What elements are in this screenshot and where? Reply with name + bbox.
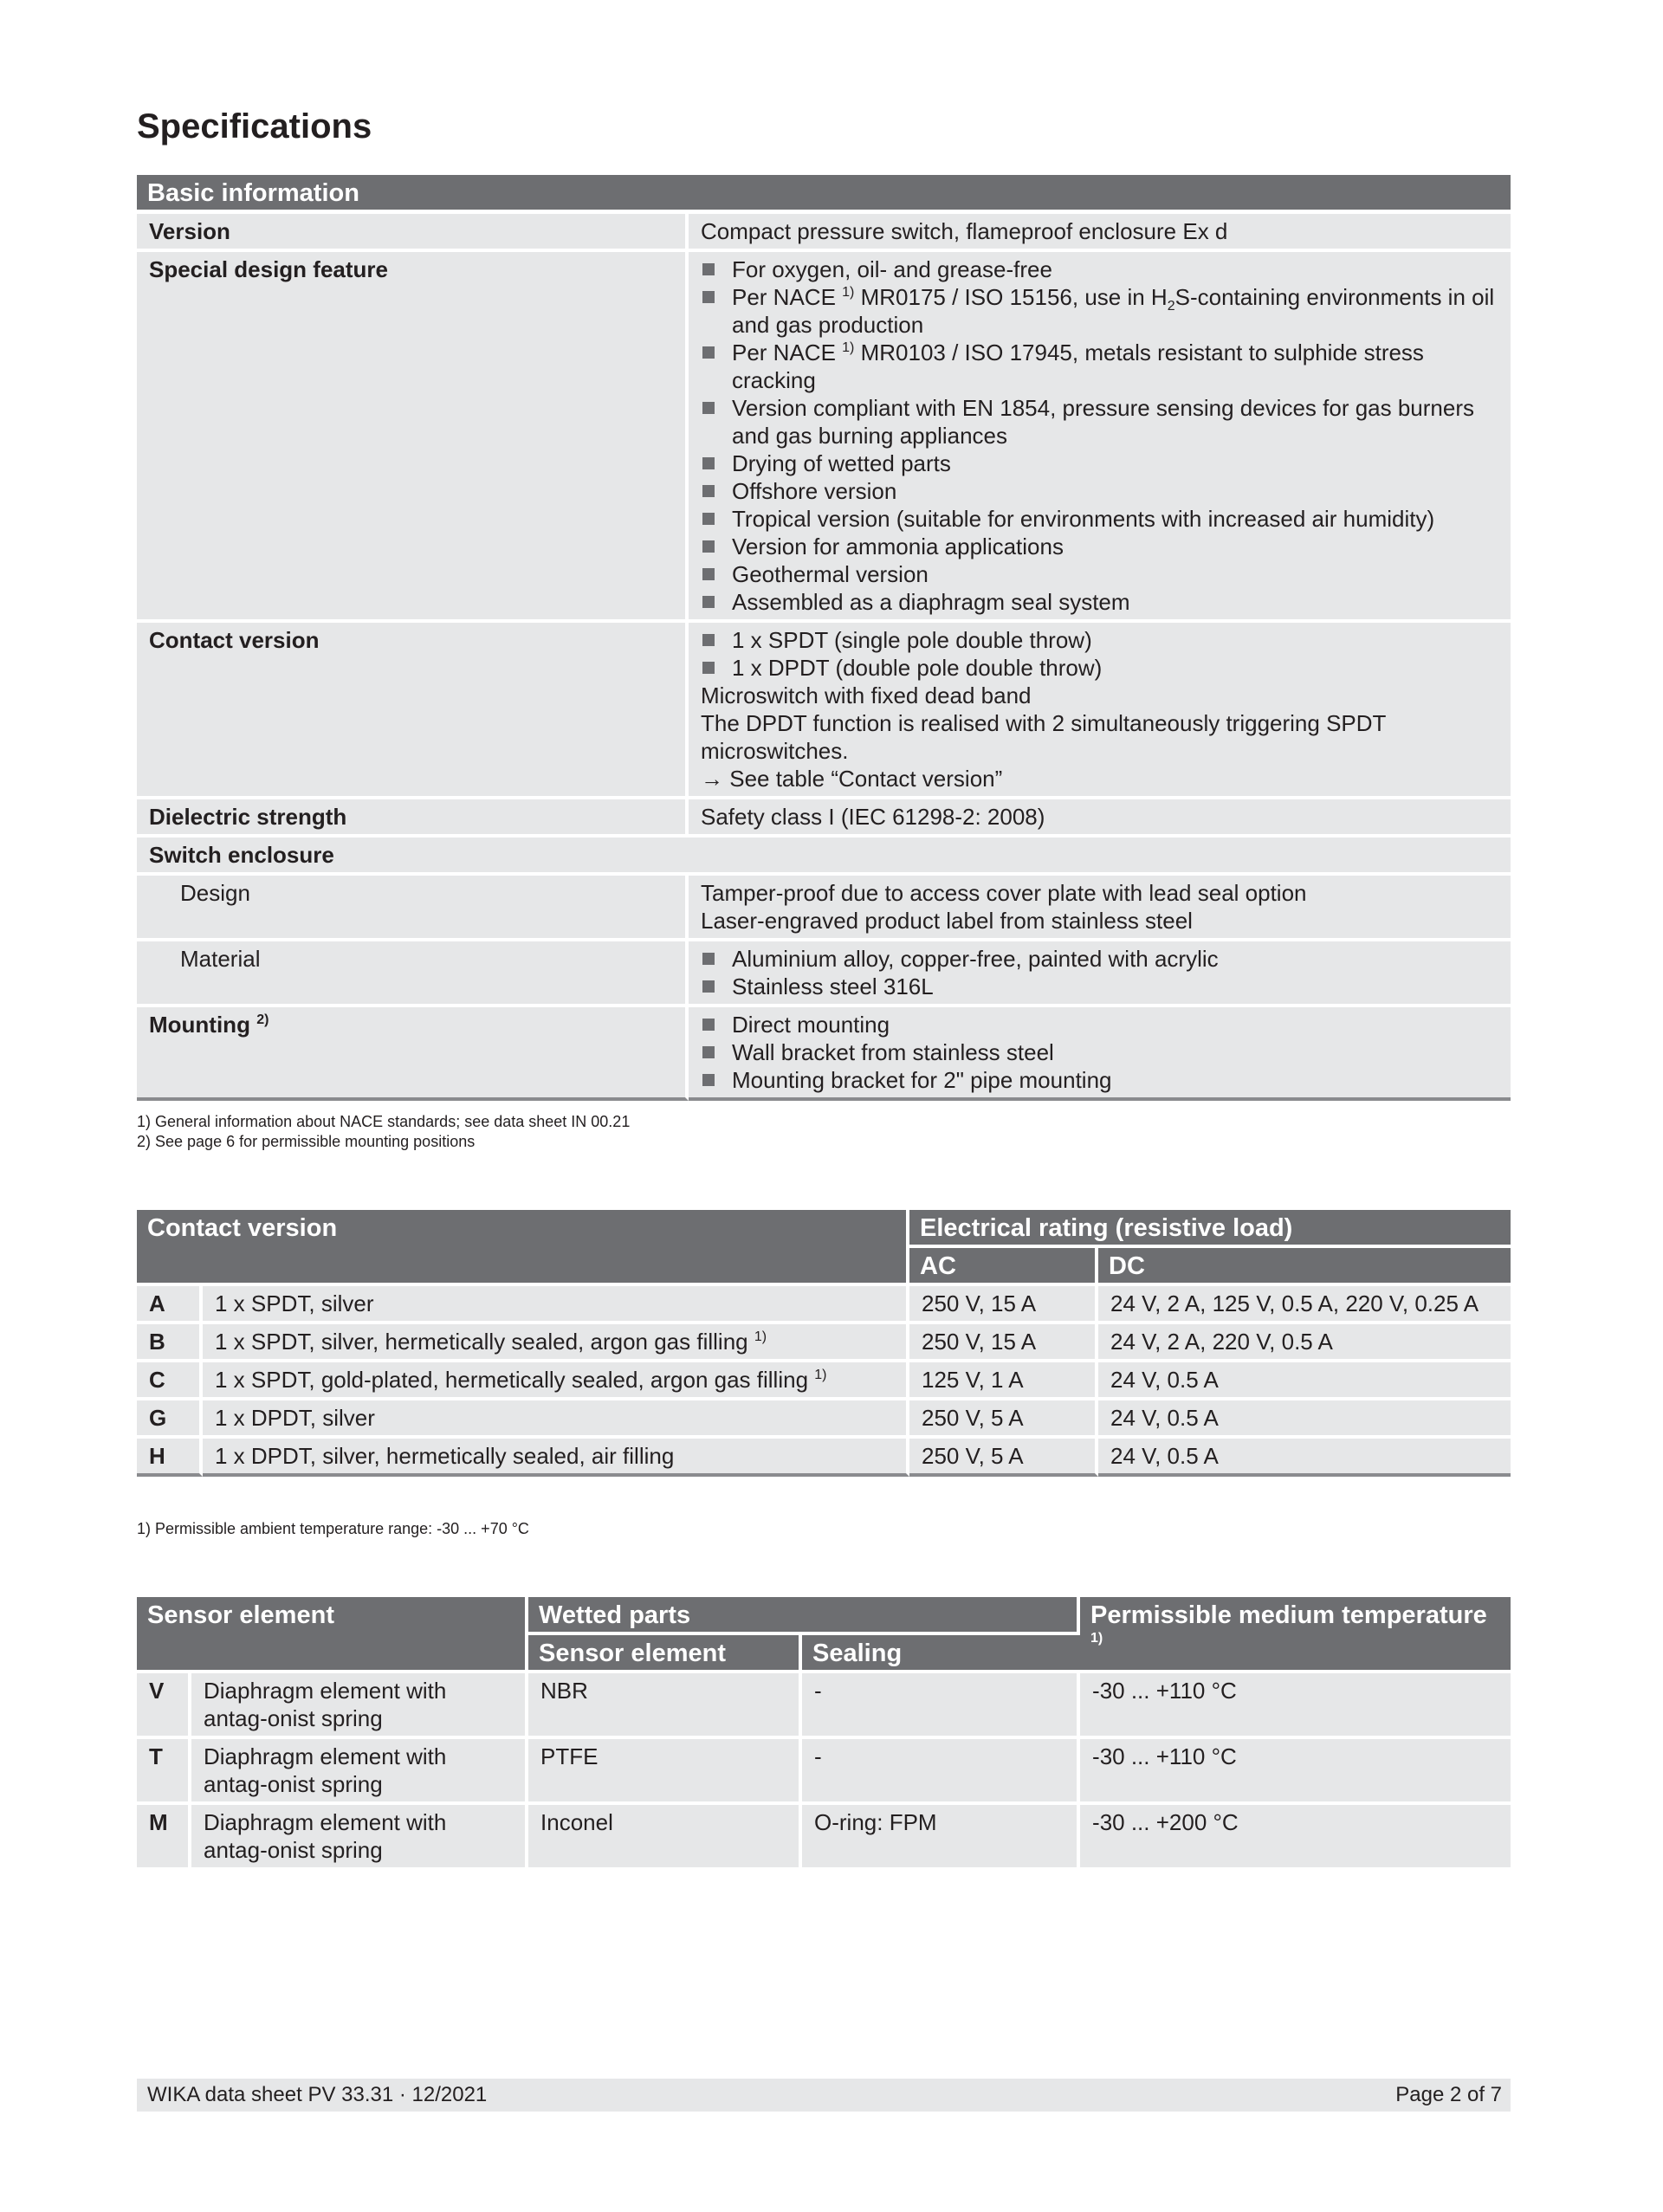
- table-cell: 1 x SPDT (single pole double throw) 1 x DPDT (double pole double throw) Microswitch with fixed dead band The DPDT function is realised with 2 simultaneously triggering SPDT microswitches. → See table “Contact version”: [689, 623, 1511, 799]
- table-cell: Direct mounting Wall bracket from stainless steel Mounting bracket for 2" pipe mounting: [689, 1007, 1511, 1101]
- table-cell: 24 V, 0.5 A: [1098, 1400, 1511, 1439]
- table-cell: PTFE: [528, 1739, 802, 1805]
- table-cell: Diaphragm element with antag-onist spring: [191, 1673, 528, 1739]
- column-header: DC: [1098, 1248, 1511, 1286]
- table-cell: -: [802, 1673, 1080, 1739]
- table-cell: 250 V, 15 A: [909, 1324, 1098, 1362]
- see-table-reference: → See table “Contact version”: [701, 766, 1003, 792]
- table-cell: 1 x SPDT, silver: [203, 1286, 909, 1324]
- table-header: Sensor element: [137, 1597, 528, 1673]
- table-cell: B: [137, 1324, 203, 1362]
- footnotes: 1) General information about NACE standards; see data sheet IN 00.21 2) See page 6 for permissible mounting positions: [137, 1113, 631, 1150]
- table-cell: 1 x SPDT, gold-plated, hermetically sealed, argon gas filling $^{1)}$: [203, 1362, 909, 1400]
- table-row: [137, 1400, 1511, 1439]
- table-cell: T: [137, 1739, 191, 1805]
- table-cell: 250 V, 5 A: [909, 1400, 1098, 1439]
- table-cell: Compact pressure switch, flameproof enclosure Ex d: [689, 214, 1511, 252]
- datasheet-id: WIKA data sheet PV 33.31 · 12/2021: [147, 2083, 488, 2106]
- table-cell: -30 ... +110 °C: [1080, 1673, 1511, 1739]
- table-cell: H: [137, 1439, 203, 1477]
- table-cell: Version: [137, 214, 689, 252]
- table-cell: Mounting $^{2)}$: [137, 1007, 689, 1101]
- table-row: [137, 1286, 1511, 1324]
- table-row: [137, 799, 1511, 838]
- table-cell: 125 V, 1 A: [909, 1362, 1098, 1400]
- table-cell: Material: [137, 941, 689, 1007]
- table-row: [137, 941, 1511, 1007]
- table-row: [137, 876, 1511, 941]
- bullet-list: For oxygen, oil- and grease-free Per NACE $^{1)}$ MR0175 / ISO 15156, use in $H_2S$-containing environments in oil and gas production Per NACE $^{1)}$ MR0103 / ISO 17945, metals resistant to sulphide stress cracking Version compliant with EN 1854, pressure sensing devices for gas burners and gas burning appliances Drying of wetted parts Offshore version Tropical version (suitable for environments with increased air humidity) Version for ammonia applications Geothermal version Assembled as a diaphragm seal system: [701, 255, 1498, 616]
- table-cell: G: [137, 1400, 203, 1439]
- table-cell: Contact version: [137, 623, 689, 799]
- table-cell: Diaphragm element with antag-onist spring: [191, 1805, 528, 1871]
- column-header: Sensor element: [528, 1635, 802, 1673]
- page-title: Specifications: [137, 107, 372, 146]
- table-header: Basic information: [137, 175, 1511, 214]
- table-row: [137, 1007, 1511, 1101]
- table-cell: [689, 252, 1511, 623]
- sensor-element-table: [137, 1597, 1511, 1871]
- table-cell: Tamper-proof due to access cover plate with lead seal option Laser-engraved product label from stainless steel: [689, 876, 1511, 941]
- basic-information-table: [137, 175, 1511, 1101]
- table-cell: C: [137, 1362, 203, 1400]
- table-cell: 24 V, 2 A, 125 V, 0.5 A, 220 V, 0.25 A: [1098, 1286, 1511, 1324]
- table-cell: Inconel: [528, 1805, 802, 1871]
- table-cell: 24 V, 2 A, 220 V, 0.5 A: [1098, 1324, 1511, 1362]
- table-cell: 250 V, 15 A: [909, 1286, 1098, 1324]
- table-cell: 250 V, 5 A: [909, 1439, 1098, 1477]
- table-cell: -: [802, 1739, 1080, 1805]
- table-row: [137, 1739, 1511, 1805]
- table-row: [137, 1439, 1511, 1477]
- table-cell: 1 x DPDT, silver, hermetically sealed, air filling: [203, 1439, 909, 1477]
- column-header: Sealing: [802, 1635, 1080, 1673]
- table-row: [137, 252, 1511, 623]
- table-cell: O-ring: FPM: [802, 1805, 1080, 1871]
- table-cell: A: [137, 1286, 203, 1324]
- table-cell: V: [137, 1673, 191, 1739]
- table-cell: 1 x SPDT, silver, hermetically sealed, argon gas filling $^{1)}$: [203, 1324, 909, 1362]
- table-row: [137, 838, 1511, 876]
- table-cell: NBR: [528, 1673, 802, 1739]
- table-cell: Design: [137, 876, 689, 941]
- page-number: Page 2 of 7: [1395, 2083, 1502, 2106]
- table-cell: -30 ... +200 °C: [1080, 1805, 1511, 1871]
- column-header: Electrical rating (resistive load): [909, 1210, 1511, 1248]
- table-header: Contact version: [137, 1210, 909, 1286]
- table-cell: 1 x DPDT, silver: [203, 1400, 909, 1439]
- table-row: [137, 1324, 1511, 1362]
- table-cell: Switch enclosure: [137, 838, 1511, 876]
- table-cell: Dielectric strength: [137, 799, 689, 838]
- table-cell: Diaphragm element with antag-onist spring: [191, 1739, 528, 1805]
- column-header: Wetted parts: [528, 1597, 1080, 1635]
- table-row: [137, 623, 1511, 799]
- table-cell: Special design feature: [137, 252, 689, 623]
- table-row: [137, 1805, 1511, 1871]
- column-header: Permissible medium temperature $^{1)}$: [1080, 1597, 1511, 1673]
- table-row: [137, 1362, 1511, 1400]
- table-cell: 24 V, 0.5 A: [1098, 1362, 1511, 1400]
- table-cell: Aluminium alloy, copper-free, painted with acrylic Stainless steel 316L: [689, 941, 1511, 1007]
- column-header: AC: [909, 1248, 1098, 1286]
- table-cell: -30 ... +110 °C: [1080, 1739, 1511, 1805]
- table-cell: Safety class I (IEC 61298-2: 2008): [689, 799, 1511, 838]
- table-row: [137, 1673, 1511, 1739]
- table-cell: 24 V, 0.5 A: [1098, 1439, 1511, 1477]
- footnote: 1) Permissible ambient temperature range: -30 ... +70 °C: [137, 1520, 529, 1537]
- page-footer: [137, 2079, 1511, 2112]
- table-row: [137, 214, 1511, 252]
- contact-version-table: [137, 1210, 1511, 1477]
- table-cell: M: [137, 1805, 191, 1871]
